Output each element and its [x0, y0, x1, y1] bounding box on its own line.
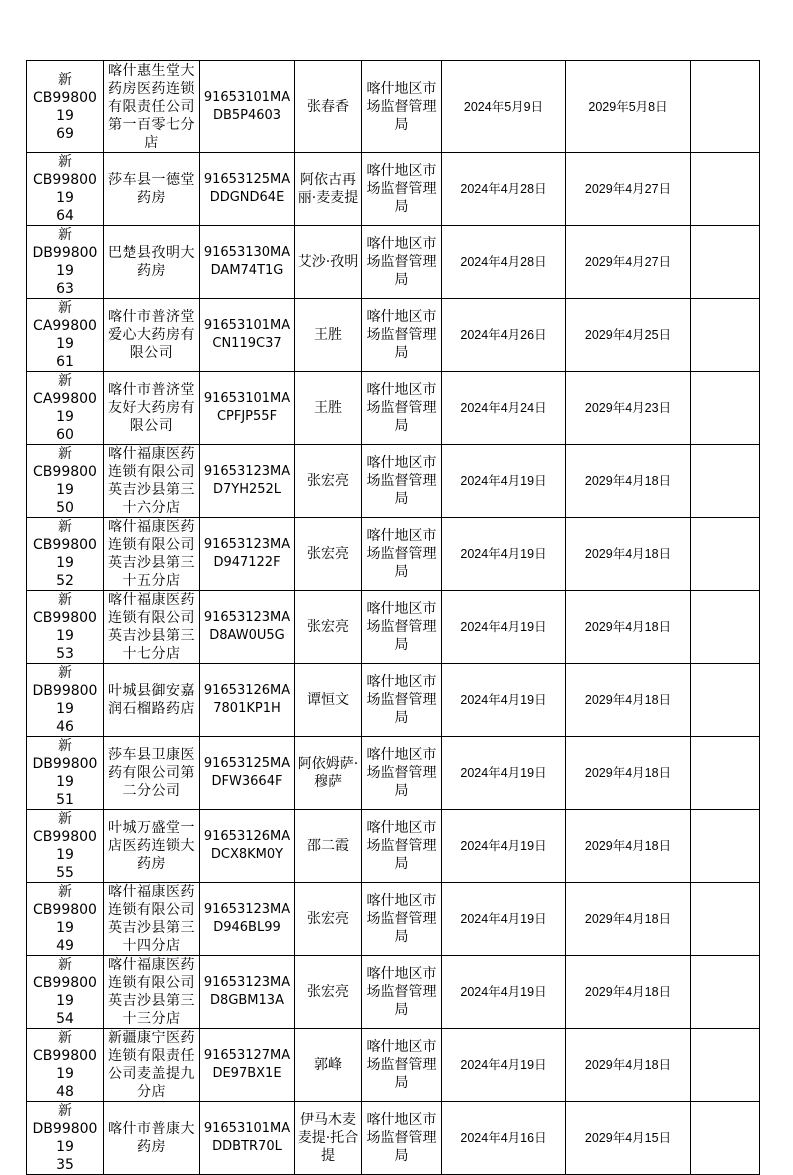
table-row [27, 153, 760, 226]
note-cell [691, 1102, 760, 1175]
credit-code-cell [200, 1029, 295, 1102]
expiry-date-cell-text: 2029年4月18日 [584, 547, 672, 561]
issuing-authority-cell-text: 喀什地区市场监督管理局 [366, 674, 437, 726]
company-name-cell [104, 61, 200, 153]
issuing-authority-cell-text: 喀什地区市场监督管理局 [366, 528, 437, 580]
company-name-cell [104, 883, 200, 956]
credit-code-cell [200, 445, 295, 518]
expiry-date-cell-text: 2029年4月18日 [584, 912, 672, 926]
issuing-authority-cell [362, 1029, 442, 1102]
legal-person-cell [295, 810, 362, 883]
issuing-authority-cell-text: 喀什地区市场监督管理局 [366, 1039, 437, 1091]
expiry-date-cell [566, 956, 691, 1029]
table-row [27, 956, 760, 1029]
expiry-date-cell-text: 2029年4月23日 [584, 401, 672, 415]
credit-code-cell-text: 91653126MA DCX8KM0Y [203, 829, 291, 862]
issue-date-cell-text: 2024年4月19日 [460, 547, 547, 561]
expiry-date-cell-text: 2029年4月18日 [584, 620, 672, 634]
issuing-authority-cell-text: 喀什地区市场监督管理局 [366, 747, 437, 799]
table-row [27, 737, 760, 810]
note-cell [691, 445, 760, 518]
expiry-date-cell [566, 737, 691, 810]
expiry-date-cell [566, 61, 691, 153]
issuing-authority-cell-text: 喀什地区市场监督管理局 [366, 820, 437, 872]
license-number-cell-text: 新 CB9980019 50 [33, 446, 97, 516]
expiry-date-cell-text: 2029年4月18日 [584, 839, 672, 853]
expiry-date-cell [566, 883, 691, 956]
note-cell [691, 61, 760, 153]
license-number-cell-text: 新 CA9980019 61 [33, 300, 97, 370]
credit-code-cell [200, 737, 295, 810]
license-number-cell-text: 新 CB9980019 69 [33, 71, 97, 142]
issuing-authority-cell [362, 810, 442, 883]
legal-person-cell [295, 61, 362, 153]
company-name-cell-text: 喀什市普济堂爱心大药房有限公司 [108, 309, 195, 361]
issue-date-cell-text: 2024年4月19日 [460, 693, 547, 707]
note-cell [691, 153, 760, 226]
table-row [27, 372, 760, 445]
table-row [27, 61, 760, 153]
issuing-authority-cell-text: 喀什地区市场监督管理局 [366, 236, 437, 288]
expiry-date-cell [566, 299, 691, 372]
license-number-cell [27, 153, 104, 226]
issuing-authority-cell [362, 737, 442, 810]
issuing-authority-cell [362, 445, 442, 518]
license-number-cell-text: 新 CB9980019 54 [33, 957, 97, 1027]
credit-code-cell-text: 91653101MA CPFJP55F [203, 391, 291, 424]
expiry-date-cell [566, 810, 691, 883]
table-row [27, 299, 760, 372]
issue-date-cell [442, 591, 566, 664]
note-cell [691, 810, 760, 883]
credit-code-cell [200, 591, 295, 664]
company-name-cell-text: 叶城万盛堂一店医药连锁大药房 [108, 820, 195, 872]
license-number-cell [27, 1029, 104, 1102]
issue-date-cell [442, 226, 566, 299]
legal-person-cell [295, 883, 362, 956]
issue-date-cell-text: 2024年4月26日 [460, 328, 547, 342]
company-name-cell [104, 810, 200, 883]
issue-date-cell [442, 299, 566, 372]
issuing-authority-cell [362, 883, 442, 956]
issue-date-cell-text: 2024年5月9日 [463, 99, 544, 114]
issuing-authority-cell [362, 518, 442, 591]
issue-date-cell-text: 2024年4月19日 [460, 912, 547, 926]
expiry-date-cell-text: 2029年4月18日 [584, 474, 672, 488]
legal-person-cell-text: 阿依姆萨·穆萨 [297, 756, 359, 790]
company-name-cell-text: 莎车县一德堂药房 [108, 172, 195, 206]
legal-person-cell-text: 谭恒文 [307, 692, 349, 708]
company-name-cell [104, 956, 200, 1029]
issue-date-cell-text: 2024年4月28日 [460, 182, 547, 196]
issue-date-cell-text: 2024年4月19日 [460, 1058, 547, 1072]
legal-person-cell-text: 张宏亮 [307, 619, 349, 635]
credit-code-cell-text: 91653123MA D8GBM13A [203, 975, 291, 1008]
table-row [27, 591, 760, 664]
company-name-cell-text: 喀什惠生堂大药房医药连锁有限责任公司第一百零七分店 [108, 62, 195, 151]
expiry-date-cell [566, 664, 691, 737]
legal-person-cell-text: 阿依古再丽·麦麦提 [297, 172, 359, 206]
note-cell [691, 518, 760, 591]
table-row [27, 1029, 760, 1102]
company-name-cell [104, 664, 200, 737]
credit-code-cell [200, 956, 295, 1029]
note-cell [691, 1029, 760, 1102]
issue-date-cell [442, 664, 566, 737]
table-row [27, 664, 760, 737]
license-number-cell-text: 新 CB9980019 49 [33, 884, 97, 954]
legal-person-cell-text: 张宏亮 [307, 546, 349, 562]
table-row [27, 810, 760, 883]
table-row [27, 883, 760, 956]
company-name-cell [104, 153, 200, 226]
credit-code-cell [200, 372, 295, 445]
license-number-cell-text: 新 DB9980019 51 [32, 738, 98, 808]
license-number-cell [27, 1102, 104, 1175]
company-name-cell-text: 喀什市普康大药房 [108, 1121, 195, 1155]
license-number-cell-text: 新 CB9980019 53 [33, 592, 97, 662]
credit-code-cell [200, 1102, 295, 1175]
company-name-cell [104, 299, 200, 372]
expiry-date-cell [566, 1029, 691, 1102]
table-row [27, 518, 760, 591]
company-name-cell-text: 叶城县御安嘉润石榴路药店 [108, 683, 195, 717]
credit-code-cell [200, 226, 295, 299]
issuing-authority-cell [362, 61, 442, 153]
issue-date-cell [442, 1102, 566, 1175]
legal-person-cell [295, 153, 362, 226]
legal-person-cell [295, 226, 362, 299]
note-cell [691, 299, 760, 372]
credit-code-cell-text: 91653130MA DAM74T1G [203, 245, 291, 278]
expiry-date-cell [566, 1102, 691, 1175]
note-cell [691, 883, 760, 956]
note-cell [691, 372, 760, 445]
credit-code-cell-text: 91653127MA DE97BX1E [203, 1048, 291, 1081]
expiry-date-cell-text: 2029年4月18日 [584, 693, 672, 707]
issuing-authority-cell [362, 372, 442, 445]
issue-date-cell [442, 956, 566, 1029]
issuing-authority-cell-text: 喀什地区市场监督管理局 [366, 893, 437, 945]
expiry-date-cell-text: 2029年4月25日 [584, 328, 672, 342]
credit-code-cell-text: 91653125MA DDGND64E [203, 172, 291, 205]
legal-person-cell [295, 1029, 362, 1102]
credit-code-cell-text: 91653125MA DFW3664F [203, 756, 291, 789]
company-name-cell [104, 1029, 200, 1102]
license-number-cell-text: 新 DB9980019 63 [32, 227, 98, 297]
license-number-cell [27, 299, 104, 372]
license-number-cell-text: 新 DB9980019 35 [32, 1103, 98, 1173]
credit-code-cell-text: 91653123MA D946BL99 [203, 902, 291, 935]
company-name-cell-text: 喀什市普济堂友好大药房有限公司 [108, 382, 195, 434]
credit-code-cell-text: 91653101MA DDBTR70L [203, 1121, 291, 1154]
license-number-cell [27, 591, 104, 664]
legal-person-cell-text: 张宏亮 [307, 984, 349, 1000]
license-number-cell-text: 新 CA9980019 60 [33, 373, 97, 443]
credit-code-cell-text: 91653123MA D7YH252L [203, 464, 291, 497]
issue-date-cell [442, 810, 566, 883]
legal-person-cell [295, 1102, 362, 1175]
legal-person-cell-text: 张宏亮 [307, 473, 349, 489]
issuing-authority-cell [362, 226, 442, 299]
issuing-authority-cell [362, 1102, 442, 1175]
issuing-authority-cell [362, 664, 442, 737]
issuing-authority-cell [362, 299, 442, 372]
issuing-authority-cell-text: 喀什地区市场监督管理局 [366, 966, 437, 1018]
license-number-cell [27, 226, 104, 299]
note-cell [691, 591, 760, 664]
legal-person-cell [295, 664, 362, 737]
issuing-authority-cell-text: 喀什地区市场监督管理局 [366, 455, 437, 507]
license-number-cell-text: 新 CB9980019 52 [33, 519, 97, 589]
credit-code-cell-text: 91653123MA D8AW0U5G [203, 610, 291, 643]
credit-code-cell [200, 810, 295, 883]
legal-person-cell [295, 445, 362, 518]
issue-date-cell [442, 883, 566, 956]
license-number-cell-text: 新 CB9980019 64 [33, 154, 97, 224]
issue-date-cell [442, 518, 566, 591]
license-number-cell [27, 372, 104, 445]
table-body [27, 61, 760, 1175]
issue-date-cell-text: 2024年4月28日 [460, 255, 547, 269]
credit-code-cell [200, 153, 295, 226]
issuing-authority-cell-text: 喀什地区市场监督管理局 [366, 382, 437, 434]
issue-date-cell-text: 2024年4月16日 [460, 1131, 547, 1145]
issue-date-cell-text: 2024年4月19日 [460, 766, 547, 780]
credit-code-cell-text: 91653101MA DB5P4603 [203, 89, 291, 123]
legal-person-cell-text: 王胜 [314, 400, 342, 416]
license-number-cell-text: 新 CB9980019 48 [33, 1030, 97, 1100]
legal-person-cell-text: 伊马木麦麦提·托合提 [297, 1112, 359, 1164]
company-name-cell [104, 737, 200, 810]
company-name-cell-text: 喀什福康医药连锁有限公司英吉沙县第三十七分店 [108, 592, 195, 662]
issuing-authority-cell-text: 喀什地区市场监督管理局 [366, 309, 437, 361]
issuing-authority-cell-text: 喀什地区市场监督管理局 [366, 601, 437, 653]
company-name-cell-text: 喀什福康医药连锁有限公司英吉沙县第三十四分店 [108, 884, 195, 954]
license-number-cell [27, 518, 104, 591]
credit-code-cell-text: 91653101MA CN119C37 [203, 318, 291, 351]
legal-person-cell-text: 郭峰 [314, 1057, 342, 1073]
table-row [27, 226, 760, 299]
legal-person-cell [295, 956, 362, 1029]
expiry-date-cell [566, 372, 691, 445]
credit-code-cell-text: 91653123MA D947122F [203, 537, 291, 570]
issue-date-cell-text: 2024年4月19日 [460, 839, 547, 853]
company-name-cell-text: 新疆康宁医药连锁有限责任公司麦盖提九分店 [108, 1030, 195, 1100]
expiry-date-cell [566, 518, 691, 591]
license-number-cell [27, 445, 104, 518]
issuing-authority-cell [362, 956, 442, 1029]
issue-date-cell-text: 2024年4月19日 [460, 985, 547, 999]
issuing-authority-cell-text: 喀什地区市场监督管理局 [366, 80, 437, 133]
credit-code-cell [200, 299, 295, 372]
license-number-cell [27, 810, 104, 883]
issuing-authority-cell [362, 153, 442, 226]
table-row [27, 1102, 760, 1175]
license-number-cell [27, 956, 104, 1029]
issue-date-cell [442, 153, 566, 226]
legal-person-cell-text: 张春香 [307, 98, 349, 115]
legal-person-cell [295, 372, 362, 445]
license-number-cell [27, 883, 104, 956]
license-number-cell-text: 新 CB9980019 55 [33, 811, 97, 881]
company-name-cell [104, 226, 200, 299]
credit-code-cell [200, 61, 295, 153]
legal-person-cell-text: 艾沙·孜明 [297, 254, 359, 270]
expiry-date-cell-text: 2029年4月18日 [584, 1058, 672, 1072]
expiry-date-cell [566, 226, 691, 299]
company-name-cell [104, 372, 200, 445]
license-number-cell-text: 新 DB9980019 46 [32, 665, 98, 735]
license-number-cell [27, 737, 104, 810]
issue-date-cell-text: 2024年4月19日 [460, 620, 547, 634]
issue-date-cell [442, 1029, 566, 1102]
issuing-authority-cell [362, 591, 442, 664]
expiry-date-cell-text: 2029年4月15日 [584, 1131, 672, 1145]
company-name-cell-text: 喀什福康医药连锁有限公司英吉沙县第三十三分店 [108, 957, 195, 1027]
company-name-cell-text: 巴楚县孜明大药房 [108, 245, 195, 279]
issue-date-cell [442, 61, 566, 153]
note-cell [691, 664, 760, 737]
table-row [27, 445, 760, 518]
company-name-cell [104, 591, 200, 664]
license-number-cell [27, 664, 104, 737]
credit-code-cell [200, 664, 295, 737]
company-name-cell [104, 518, 200, 591]
note-cell [691, 226, 760, 299]
company-name-cell-text: 喀什福康医药连锁有限公司英吉沙县第三十六分店 [108, 446, 195, 516]
issuing-authority-cell-text: 喀什地区市场监督管理局 [366, 163, 437, 215]
issue-date-cell [442, 372, 566, 445]
legal-person-cell [295, 591, 362, 664]
company-name-cell-text: 莎车县卫康医药有限公司第二分公司 [108, 747, 195, 799]
issue-date-cell [442, 737, 566, 810]
issue-date-cell [442, 445, 566, 518]
issuing-authority-cell-text: 喀什地区市场监督管理局 [366, 1112, 437, 1164]
expiry-date-cell-text: 2029年4月18日 [584, 766, 672, 780]
expiry-date-cell [566, 153, 691, 226]
credit-code-cell [200, 883, 295, 956]
issue-date-cell-text: 2024年4月19日 [460, 474, 547, 488]
expiry-date-cell-text: 2029年4月27日 [584, 182, 672, 196]
expiry-date-cell-text: 2029年4月18日 [584, 985, 672, 999]
legal-person-cell [295, 737, 362, 810]
legal-person-cell-text: 张宏亮 [307, 911, 349, 927]
credit-code-cell [200, 518, 295, 591]
note-cell [691, 956, 760, 1029]
expiry-date-cell [566, 445, 691, 518]
expiry-date-cell [566, 591, 691, 664]
expiry-date-cell-text: 2029年4月27日 [584, 255, 672, 269]
license-number-cell [27, 61, 104, 153]
issue-date-cell-text: 2024年4月24日 [460, 401, 547, 415]
company-name-cell-text: 喀什福康医药连锁有限公司英吉沙县第三十五分店 [108, 519, 195, 589]
legal-person-cell-text: 王胜 [314, 327, 342, 343]
expiry-date-cell-text: 2029年5月8日 [588, 99, 668, 114]
credit-code-cell-text: 91653126MA 7801KP1H [203, 683, 291, 716]
license-table [26, 60, 760, 1175]
legal-person-cell [295, 299, 362, 372]
company-name-cell [104, 445, 200, 518]
legal-person-cell [295, 518, 362, 591]
note-cell [691, 737, 760, 810]
legal-person-cell-text: 邵二霞 [307, 838, 349, 854]
company-name-cell [104, 1102, 200, 1175]
